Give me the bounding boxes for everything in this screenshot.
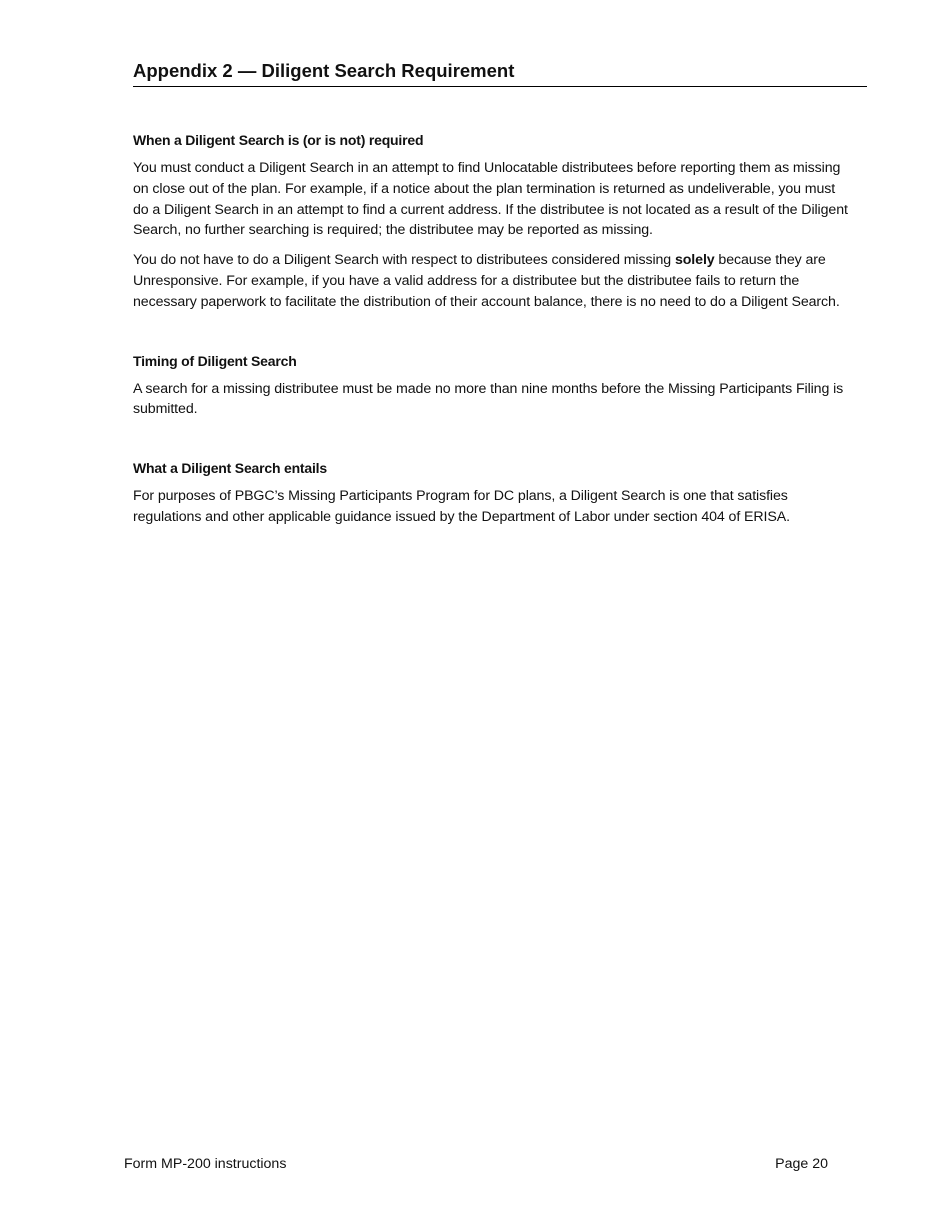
paragraph: For purposes of PBGC’s Missing Participants Program for DC plans, a Diligent Search is one that satisfies regulations and other applicable guidance issued by the Department of Labor under section 404 of ERISA. <box>133 488 790 525</box>
page-title: Appendix 2 — Diligent Search Requirement <box>133 58 867 87</box>
section-timing <box>133 351 853 421</box>
section-heading: What a Diligent Search entails <box>133 460 327 477</box>
paragraph-text: You do not have to do a Diligent Search with respect to distributees considered missing <box>133 252 675 269</box>
section-entails <box>133 458 853 528</box>
document-body <box>133 130 853 566</box>
section-heading: When a Diligent Search is (or is not) required <box>133 132 424 148</box>
footer-page-number: Page 20 <box>775 1156 828 1172</box>
emphasis-text: solely <box>674 252 715 269</box>
section-heading: Timing of Diligent Search <box>133 352 297 369</box>
paragraph: You must conduct a Diligent Search in an attempt to find Unlocatable distributees before reporting them as missing on close out of the plan. For example, if a notice about the plan termination is returned as undeliverable, you must do a Diligent Search in an attempt to find a current address. If the distributee is not located as a result of the Diligent Search, no further searching is required; the distributee may be reported as missing. <box>133 160 848 239</box>
paragraph-text: because they are Unresponsive. For example, if you have a valid address for a distributee but the distributee fails to return the necessary paperwork to facilitate the distribution of their account balance, there is no need to do a Diligent Search. <box>133 252 840 310</box>
footer-form-name: Form MP-200 instructions <box>124 1156 287 1172</box>
paragraph <box>133 250 853 312</box>
paragraph: A search for a missing distributee must be made no more than nine months before the Missing Participants Filing is submitted. <box>133 380 844 418</box>
section-when-required <box>133 130 853 313</box>
